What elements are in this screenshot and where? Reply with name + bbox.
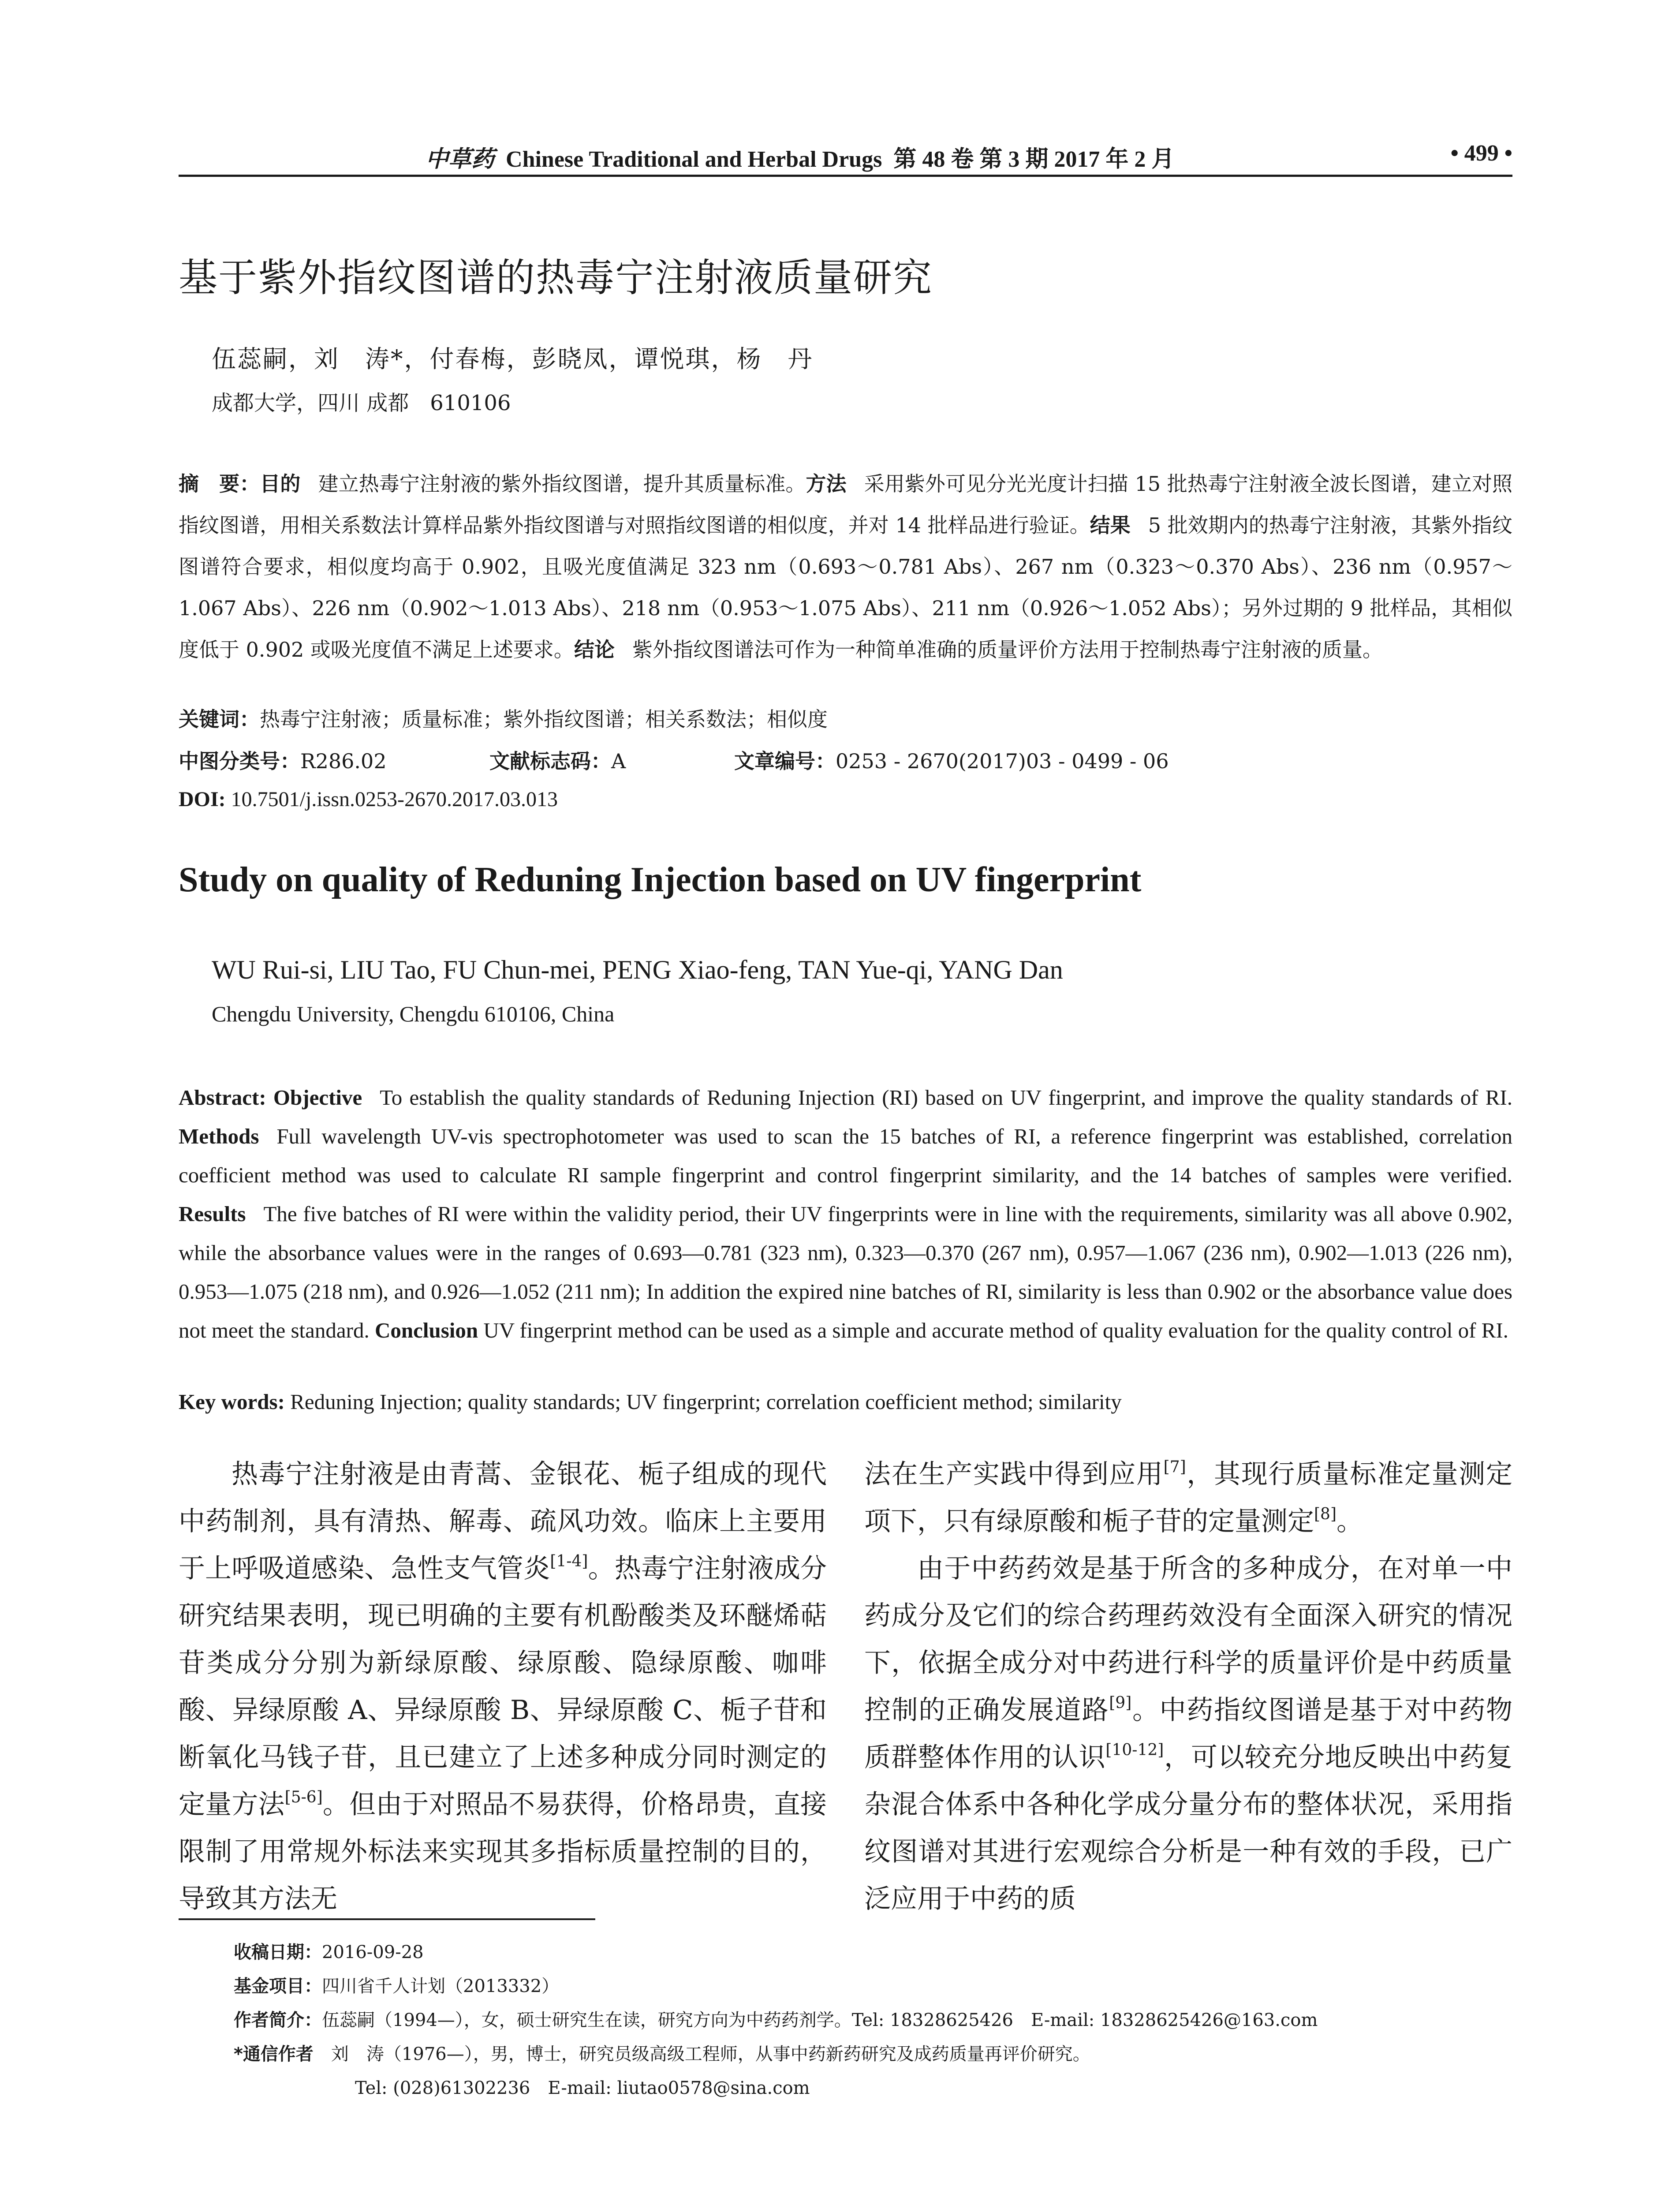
objective-label-en: Objective: [273, 1085, 362, 1110]
body-text: ，可以较充分地反映出中药复杂混合体系中各种化学成分量分布的整体状况，采用指纹图谱对其进行宏观综合分析是一种有效的手段，已广泛应用于中药的质: [864, 1742, 1513, 1914]
journal-name-cn: 中草药: [426, 147, 495, 172]
footnote-received: [234, 1938, 424, 1963]
corresponding-text: 刘 涛（1976—），男，博士，研究员级高级工程师，从事中药新药研究及成药质量再评价研究。: [331, 2044, 1090, 2064]
body-text: 。但由于对照品不易获得，价格昂贵，直接限制了用常规外标法来实现其多指标质量控制的目的，导致其方法无: [179, 1789, 827, 1914]
journal-name-en: Chinese Traditional and Herbal Drugs: [506, 147, 882, 172]
doi-value: 10.7501/j.issn.0253-2670.2017.03.013: [231, 788, 558, 811]
fund-text: 四川省千人计划（2013332）: [322, 1976, 560, 1996]
article-number-label: 文章编号：: [734, 749, 836, 773]
body-paragraph: [864, 1545, 1512, 1923]
methods-text-cn: 采用紫外可见分光光度计扫描 15 批热毒宁注射液全波长图谱，建立对照指纹图谱，用相关系数法计算样品紫外指纹图谱与对照指纹图谱的相似度，并对 14 批样品进行验证。: [179, 472, 1513, 537]
journal-issue: 第 48 卷 第 3 期 2017 年 2 月: [893, 147, 1175, 172]
results-label-en: Results: [179, 1202, 246, 1226]
keywords-label-cn: 关键词：: [179, 707, 260, 731]
citation: [1-4]: [550, 1552, 588, 1570]
objective-label-cn: 目的: [260, 472, 301, 496]
results-label-cn: 结果: [1090, 513, 1131, 537]
footnote-contact: Tel: (028)61302236 E-mail: liutao0578@sina.com: [355, 2078, 810, 2098]
body-paragraph: [179, 1451, 827, 1923]
abstract-label-cn: 摘 要：: [179, 472, 260, 496]
footnote-author: [234, 2006, 1318, 2031]
abstract-label-en: Abstract:: [179, 1085, 266, 1110]
footnote-fund: [234, 1972, 559, 1997]
english-title: Study on quality of Reduning Injection based on UV fingerprint: [179, 860, 1142, 899]
author-bio-text: 伍蕊嗣（1994—），女，硕士研究生在读，研究方向为中药药剂学。Tel: 18328625426 E-mail: 18328625426@163.com: [322, 2010, 1318, 2030]
conclusion-label-cn: 结论: [574, 638, 615, 662]
citation: [5-6]: [284, 1788, 323, 1806]
chinese-affiliation: 成都大学，四川 成都 610106: [212, 391, 511, 415]
doi-label: DOI:: [179, 788, 226, 811]
class-value: R286.02: [300, 749, 387, 773]
body-text: 。热毒宁注射液成分研究结果表明，现已明确的主要有机酚酸类及环醚烯萜苷类成分分别为新绿原酸、绿原酸、隐绿原酸、咖啡酸、异绿原酸 A、异绿原酸 B、异绿原酸 C、栀子苷和断氧化马钱子苷，且已建立了上述多种成分同时测定的定量方法: [179, 1553, 827, 1820]
corresponding-label: *通信作者: [234, 2044, 314, 2064]
doc-code: [489, 745, 626, 774]
citation: [9]: [1109, 1694, 1132, 1712]
keywords-text-cn: 热毒宁注射液；质量标准；紫外指纹图谱；相关系数法；相似度: [260, 707, 828, 731]
body-paragraph: [864, 1451, 1512, 1545]
doi-line: [179, 787, 558, 811]
article-number-value: 0253 - 2670(2017)03 - 0499 - 06: [836, 749, 1169, 773]
class-label: 中图分类号：: [179, 749, 300, 773]
footnote-corresponding: [234, 2040, 1090, 2065]
doc-code-value: A: [611, 749, 626, 773]
english-abstract: [179, 1078, 1512, 1350]
body-left-column: [179, 1451, 827, 1923]
header-rule: [179, 175, 1512, 177]
objective-text-en: To establish the quality standards of Reduning Injection (RI) based on UV fingerprint, and improve the quality standards of RI.: [380, 1085, 1513, 1110]
received-label: 收稿日期：: [234, 1942, 322, 1962]
keywords-label-en: Key words:: [179, 1390, 285, 1414]
keywords-en: [179, 1389, 1122, 1414]
body-text: 热毒宁注射液是由青蒿、金银花、栀子组成的现代中药制剂，具有清热、解毒、疏风功效。临床上主要用于上呼吸道感染、急性支气管炎: [179, 1459, 827, 1584]
keywords-cn: [179, 703, 828, 733]
body-text: 。: [1337, 1506, 1363, 1537]
doc-code-label: 文献标志码：: [489, 749, 611, 773]
chinese-title: 基于紫外指纹图谱的热毒宁注射液质量研究: [179, 255, 933, 300]
footnote-rule: [179, 1918, 595, 1920]
methods-label-cn: 方法: [806, 472, 847, 496]
english-authors: WU Rui-si, LIU Tao, FU Chun-mei, PENG Xiao-feng, TAN Yue-qi, YANG Dan: [212, 955, 1063, 984]
classification-line: [179, 745, 1169, 774]
english-affiliation: Chengdu University, Chengdu 610106, China: [212, 1002, 615, 1026]
body-text: 法在生产实践中得到应用: [864, 1459, 1164, 1490]
keywords-text-en: Reduning Injection; quality standards; UV fingerprint; correlation coefficient method; similarity: [290, 1390, 1122, 1414]
running-header: [179, 140, 1512, 172]
citation: [8]: [1314, 1505, 1337, 1523]
results-text-cn: 5 批效期内的热毒宁注射液，其紫外指纹图谱符合要求，相似度均高于 0.902，且吸光度值满足 323 nm（0.693～0.781 Abs）、267 nm（0.323～0.370 Abs）、236 nm（0.957～1.067 Abs）、226 nm（0.902～1.013 Abs）、218 nm（0.953～1.075 Abs）、211 nm（0.926～1.052 Abs）；另外过期的 9 批样品，其相似度低于 0.902 或吸光度值不满足上述要求。: [179, 513, 1513, 662]
article-number: [734, 745, 1169, 774]
received-date: 2016-09-28: [322, 1942, 424, 1962]
conclusion-label-en: Conclusion: [374, 1318, 478, 1342]
chinese-authors: 伍蕊嗣，刘 涛*，付春梅，彭晓凤，谭悦琪，杨 丹: [212, 345, 814, 373]
body-text: ，其现行质量标准定量测定项下，只有绿原酸和栀子苷的定量测定: [864, 1459, 1513, 1537]
citation: [7]: [1163, 1458, 1186, 1476]
citation: [10-12]: [1105, 1741, 1164, 1759]
conclusion-text-cn: 紫外指纹图谱法可作为一种简单准确的质量评价方法用于控制热毒宁注射液的质量。: [632, 638, 1383, 662]
body-text: 由于中药药效是基于所含的多种成分，在对单一中药成分及它们的综合药理药效没有全面深入研究的情况下，依据全成分对中药进行科学的质量评价是中药质量控制的正确发展道路: [864, 1553, 1512, 1726]
fund-label: 基金项目：: [234, 1976, 322, 1996]
body-right-column: [864, 1451, 1512, 1923]
body-text: 。中药指纹图谱是基于对中药物质群整体作用的认识: [864, 1695, 1513, 1773]
results-text-en: The five batches of RI were within the validity period, their UV fingerprints were in line with the requirements, similarity was all above 0.902, while the absorbance values were in the ranges of 0.693—0.781 (323 nm), 0.323—0.370 (267 nm), 0.957—1.067 (236 nm), 0.902—1.013 (226 nm), 0.953—1.075 (218 nm), and 0.926—1.052 (211 nm); In addition the expired nine batches of RI, similarity is less than 0.902 or the absorbance value does not meet the standard.: [179, 1202, 1512, 1342]
header-center: [426, 140, 1174, 173]
page-number: • 499 •: [1450, 141, 1512, 166]
author-bio-label: 作者简介：: [234, 2010, 322, 2030]
objective-text-cn: 建立热毒宁注射液的紫外指纹图谱，提升其质量标准。: [318, 472, 806, 496]
methods-label-en: Methods: [179, 1124, 259, 1148]
chinese-abstract: [179, 463, 1512, 670]
conclusion-text-en: UV fingerprint method can be used as a simple and accurate method of quality evaluation for the quality control of RI.: [483, 1318, 1508, 1342]
methods-text-en: Full wavelength UV-vis spectrophotometer was used to scan the 15 batches of RI, a reference fingerprint was established, correlation coefficient method was used to calculate RI sample fingerprint and control fingerprint similarity, and the 14 batches of samples were verified.: [179, 1124, 1512, 1187]
